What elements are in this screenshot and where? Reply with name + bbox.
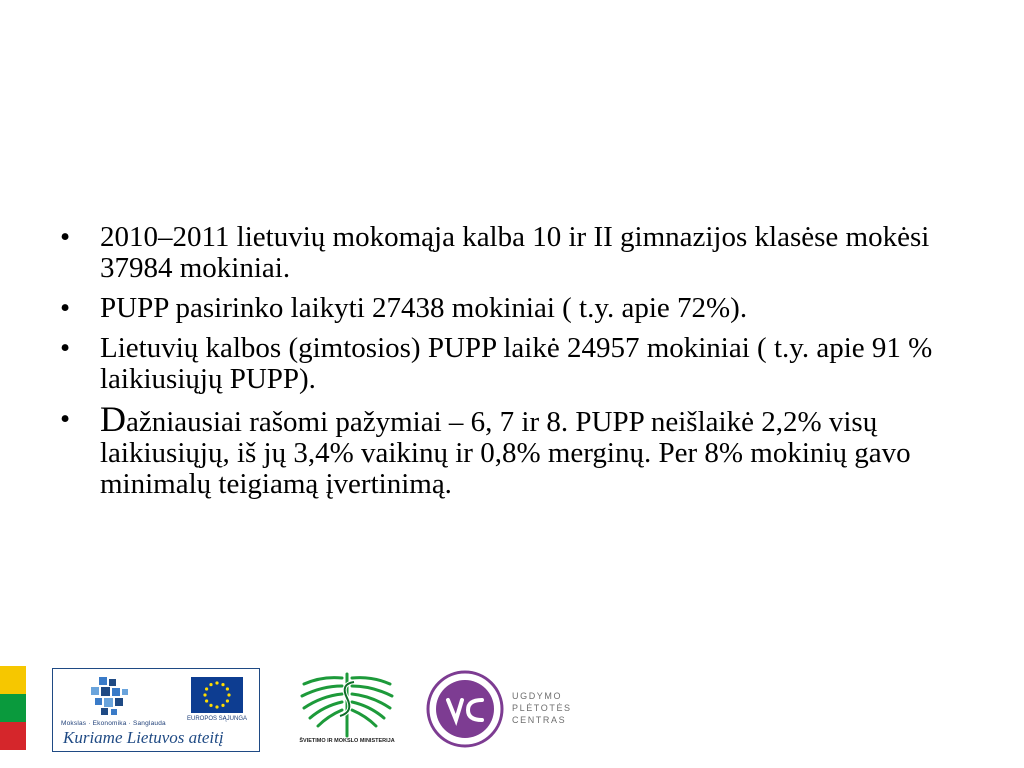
bullet-list: [60, 222, 960, 509]
upc-logo-icon: [426, 670, 504, 748]
ministry-logo-icon: [292, 664, 402, 748]
ministry-caption: ŠVIETIMO IR MOKSLO MINISTERIJA: [299, 738, 395, 744]
bullet-text: 2010–2011 lietuvių mokomąja kalba 10 ir II gimnazijos klasėse mokėsi 37984 mokiniai.: [100, 221, 930, 284]
eu-funding-logo: [52, 668, 260, 752]
bullet-item: [60, 399, 960, 500]
upc-line-2: PLĖTOTĖS: [512, 703, 572, 713]
slogan: Kuriame Lietuvos ateitį: [63, 728, 224, 747]
bullet-text: Lietuvių kalbos (gimtosios) PUPP laikė 24957 mokiniai ( t.y. apie 91 % laikiusiųjų PUPP).: [100, 332, 933, 395]
flag-yellow-band: [0, 666, 26, 694]
bullet-dot: •: [60, 292, 71, 324]
eu-caption: EUROPOS SĄJUNGA: [186, 716, 247, 722]
bullet-item: [60, 222, 960, 284]
upc-line-3: CENTRAS: [512, 715, 567, 725]
lithuanian-flag-strip: [0, 666, 26, 750]
upc-caption: [512, 690, 572, 726]
upc-line-1: UGDYMO: [512, 691, 563, 701]
bullet-item: [60, 333, 960, 395]
bullet-dot: •: [60, 332, 71, 364]
flag-red-band: [0, 722, 26, 750]
bullet-initial: D: [100, 399, 126, 439]
flag-green-band: [0, 694, 26, 722]
mek-caption: Mokslas · Ekonomika · Sanglauda: [61, 720, 166, 727]
bullet-text: PUPP pasirinko laikyti 27438 mokiniai ( t.y. apie 72%).: [100, 292, 748, 324]
bullet-dot: •: [60, 221, 71, 253]
mek-mosaic-icon: [89, 677, 133, 717]
bullet-text: ažniausiai rašomi pažymiai – 6, 7 ir 8. PUPP neišlaikė 2,2% visų laikiusiųjų, iš jų 3,4% vaikinų ir 0,8% merginų. Per 8% mokinių gavo minimalų teigiamą įvertinimą.: [100, 406, 911, 500]
eu-flag-icon: [191, 677, 243, 713]
bullet-dot: •: [60, 403, 71, 435]
bullet-item: [60, 293, 960, 324]
